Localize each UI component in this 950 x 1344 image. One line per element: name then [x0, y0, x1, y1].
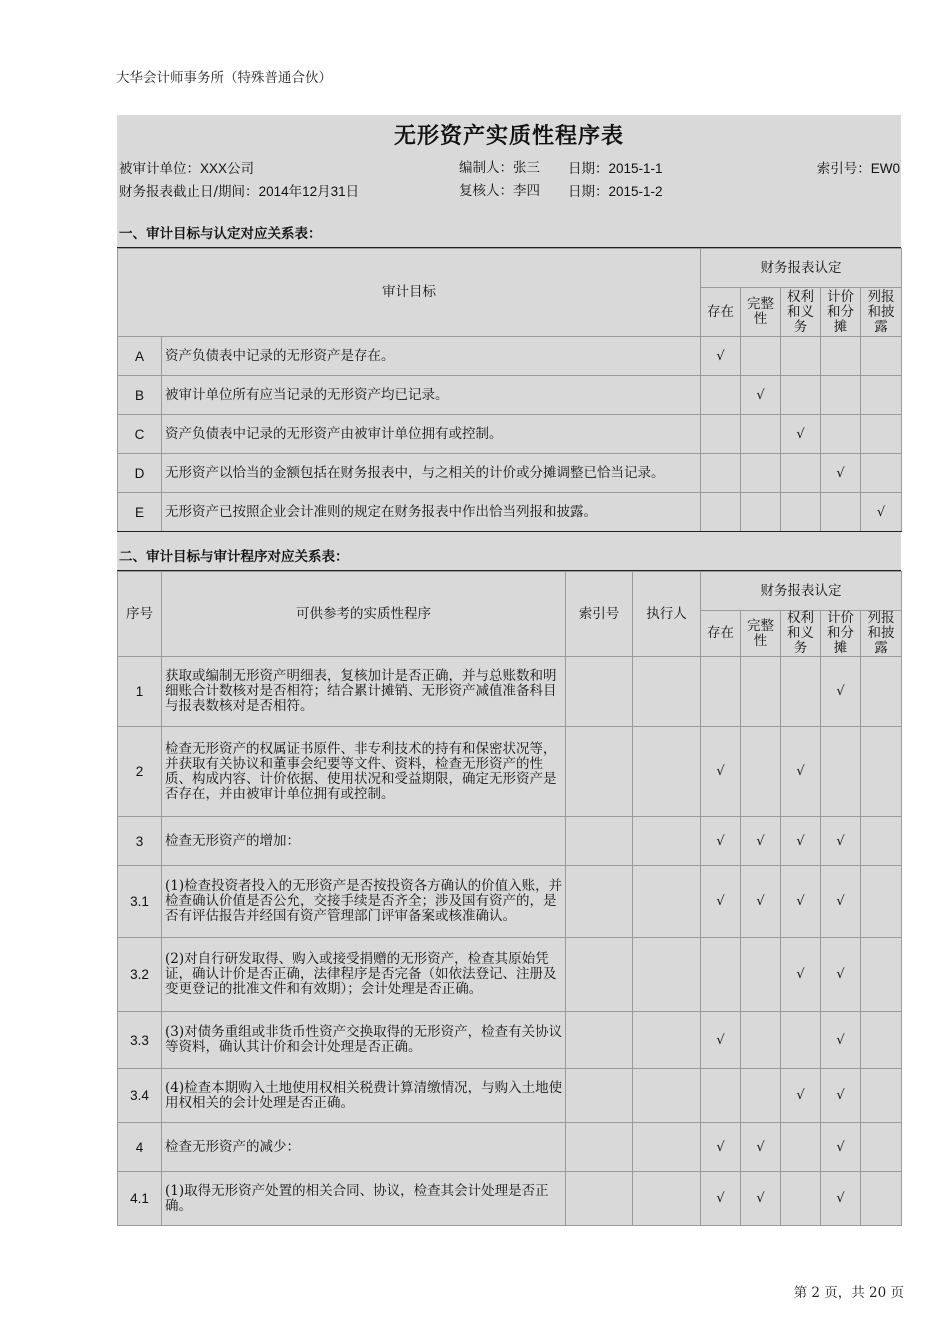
- page-number: 第 2 页，共 20 页: [793, 1285, 904, 1301]
- procedure-no: 3.3: [118, 1012, 162, 1069]
- assertion-presentation: 列报和披露: [861, 288, 902, 337]
- check-cell: [781, 337, 821, 376]
- procedure-index-cell: [566, 657, 633, 727]
- assertion-rights: 权利和义务: [781, 288, 821, 337]
- reviewed-date-value: 2015-1-2: [608, 184, 663, 199]
- auditee-label: 被审计单位：: [119, 161, 200, 177]
- header-assertions-2: 财务报表认定: [701, 572, 902, 611]
- check-cell: [861, 1012, 902, 1069]
- procedure-text: 检查无形资产的权属证书原件、非专利技术的持有和保密状况等，并获取有关协议和董事会纪要等文件、资料，检查无形资产的性质、构成内容、计价依据、使用状况和受益期限，确定无形资产是否存在，并由被审计单位拥有或控制。: [162, 727, 566, 817]
- check-cell: [861, 866, 902, 938]
- check-cell: [701, 493, 741, 532]
- assertion-existence-2: 存在: [701, 611, 741, 657]
- procedure-row: [118, 866, 902, 938]
- procedure-no: 1: [118, 657, 162, 727]
- check-cell: [861, 1172, 902, 1226]
- procedure-index-cell: [566, 938, 633, 1012]
- check-cell: √: [781, 1069, 821, 1123]
- check-cell: [741, 337, 781, 376]
- check-cell: [861, 657, 902, 727]
- procedure-executor-cell: [633, 817, 701, 866]
- assertion-rights-2: 权利和义务: [781, 611, 821, 657]
- procedure-no: 2: [118, 727, 162, 817]
- procedure-executor-cell: [633, 1123, 701, 1172]
- check-cell: [821, 376, 861, 415]
- check-cell: [861, 1069, 902, 1123]
- check-cell: [741, 727, 781, 817]
- procedures-body: [118, 657, 902, 1226]
- procedure-no: 3.1: [118, 866, 162, 938]
- period-label: 财务报表截止日/期间：: [119, 184, 259, 200]
- procedure-executor-cell: [633, 866, 701, 938]
- procedure-row: [118, 727, 902, 817]
- check-cell: [701, 415, 741, 454]
- prepared-by-label: 编制人：: [459, 160, 513, 176]
- objective-row: [118, 337, 902, 376]
- assertion-existence: 存在: [701, 288, 741, 337]
- check-cell: √: [781, 866, 821, 938]
- check-cell: √: [781, 727, 821, 817]
- check-cell: √: [821, 817, 861, 866]
- check-cell: √: [701, 817, 741, 866]
- check-cell: [861, 817, 902, 866]
- check-cell: [741, 415, 781, 454]
- procedure-no: 4: [118, 1123, 162, 1172]
- check-cell: √: [821, 1069, 861, 1123]
- procedure-index-cell: [566, 1172, 633, 1226]
- procedure-index-cell: [566, 727, 633, 817]
- check-cell: [781, 1172, 821, 1226]
- period-value: 2014年12月31日: [258, 184, 360, 199]
- check-cell: √: [701, 727, 741, 817]
- check-cell: √: [821, 866, 861, 938]
- check-cell: [861, 337, 902, 376]
- check-cell: [741, 493, 781, 532]
- reviewed-by-value: 李四: [513, 183, 540, 199]
- check-cell: √: [821, 454, 861, 493]
- check-cell: [821, 727, 861, 817]
- prepared-date-label: 日期：: [568, 161, 609, 177]
- index-number: [817, 157, 900, 181]
- procedure-row: [118, 1069, 902, 1123]
- period: [119, 180, 359, 204]
- check-cell: √: [741, 866, 781, 938]
- index-label: 索引号：: [816, 161, 871, 177]
- procedure-index-cell: [566, 1012, 633, 1069]
- objective-row: [118, 454, 902, 493]
- procedure-row: [118, 1123, 902, 1172]
- prepared-date: [568, 157, 663, 181]
- objective-code: B: [118, 376, 162, 415]
- auditee-value: XXX公司: [200, 161, 255, 176]
- procedure-text: (1)取得无形资产处置的相关合同、协议，检查其会计处理是否正确。: [162, 1172, 566, 1226]
- check-cell: [861, 376, 902, 415]
- check-cell: [861, 454, 902, 493]
- check-cell: [821, 415, 861, 454]
- objective-row: [118, 376, 902, 415]
- check-cell: √: [781, 817, 821, 866]
- procedure-row: [118, 817, 902, 866]
- check-cell: √: [701, 866, 741, 938]
- procedure-text: (2)对自行研发取得、购入或接受捐赠的无形资产，检查其原始凭证，确认计价是否正确，法律程序是否完备（如依法登记、注册及变更登记的批准文件和有效期）；会计处理是否正确。: [162, 938, 566, 1012]
- procedure-no: 3.2: [118, 938, 162, 1012]
- check-cell: [861, 415, 902, 454]
- info-row-1: [117, 157, 901, 180]
- check-cell: [701, 376, 741, 415]
- reviewed-date-label: 日期：: [568, 184, 609, 200]
- procedure-text: 检查无形资产的增加：: [162, 817, 566, 866]
- procedure-text: (4)检查本期购入土地使用权相关税费计算清缴情况，与购入土地使用权相关的会计处理是否正确。: [162, 1069, 566, 1123]
- assertion-completeness-2: 完整性: [741, 611, 781, 657]
- check-cell: [821, 493, 861, 532]
- auditee: [119, 157, 254, 181]
- objectives-body: [118, 337, 902, 532]
- procedure-executor-cell: [633, 1069, 701, 1123]
- procedure-index-cell: [566, 1123, 633, 1172]
- check-cell: [701, 454, 741, 493]
- procedure-executor-cell: [633, 657, 701, 727]
- procedures-table: [117, 571, 902, 1226]
- check-cell: [781, 1123, 821, 1172]
- check-cell: [821, 337, 861, 376]
- check-cell: [861, 727, 902, 817]
- info-row-2: [117, 180, 901, 203]
- procedure-text: 检查无形资产的减少：: [162, 1123, 566, 1172]
- check-cell: √: [821, 657, 861, 727]
- header-executor: 执行人: [633, 572, 701, 657]
- check-cell: [741, 657, 781, 727]
- assertion-completeness: 完整性: [741, 288, 781, 337]
- procedure-executor-cell: [633, 1172, 701, 1226]
- procedure-index-cell: [566, 1069, 633, 1123]
- check-cell: [781, 493, 821, 532]
- check-cell: √: [741, 1172, 781, 1226]
- procedure-text: 获取或编制无形资产明细表，复核加计是否正确，并与总账数和明细账合计数核对是否相符；结合累计摊销、无形资产减值准备科目与报表数核对是否相符。: [162, 657, 566, 727]
- reviewed-date: [568, 180, 663, 204]
- procedure-executor-cell: [633, 938, 701, 1012]
- header-procedure: 可供参考的实质性程序: [162, 572, 566, 657]
- objective-text: 无形资产已按照企业会计准则的规定在财务报表中作出恰当列报和披露。: [162, 493, 701, 532]
- check-cell: [861, 1123, 902, 1172]
- procedure-no: 4.1: [118, 1172, 162, 1226]
- check-cell: √: [821, 1123, 861, 1172]
- objective-text: 无形资产以恰当的金额包括在财务报表中，与之相关的计价或分摊调整已恰当记录。: [162, 454, 701, 493]
- prepared-date-value: 2015-1-1: [608, 161, 663, 176]
- procedure-executor-cell: [633, 727, 701, 817]
- check-cell: [701, 657, 741, 727]
- objective-text: 资产负债表中记录的无形资产是存在。: [162, 337, 701, 376]
- check-cell: [741, 1012, 781, 1069]
- objective-text: 资产负债表中记录的无形资产由被审计单位拥有或控制。: [162, 415, 701, 454]
- check-cell: √: [781, 415, 821, 454]
- objective-code: E: [118, 493, 162, 532]
- check-cell: √: [821, 938, 861, 1012]
- procedure-row: [118, 1012, 902, 1069]
- objective-row: [118, 415, 902, 454]
- objective-code: C: [118, 415, 162, 454]
- header-index: 索引号: [566, 572, 633, 657]
- objectives-assertions-table: [117, 248, 902, 532]
- assertion-valuation-2: 计价和分摊: [821, 611, 861, 657]
- check-cell: √: [701, 337, 741, 376]
- check-cell: [741, 1069, 781, 1123]
- check-cell: √: [741, 376, 781, 415]
- reviewed-by: [459, 180, 540, 203]
- section2-title: 二、审计目标与审计程序对应关系表：: [117, 544, 901, 571]
- procedure-no: 3.4: [118, 1069, 162, 1123]
- check-cell: √: [781, 938, 821, 1012]
- assertion-valuation: 计价和分摊: [821, 288, 861, 337]
- procedure-no: 3: [118, 817, 162, 866]
- header-assertions: 财务报表认定: [701, 249, 902, 288]
- check-cell: √: [821, 1172, 861, 1226]
- check-cell: [741, 938, 781, 1012]
- procedure-row: [118, 657, 902, 727]
- procedure-index-cell: [566, 866, 633, 938]
- procedure-row: [118, 938, 902, 1012]
- check-cell: [781, 1012, 821, 1069]
- check-cell: √: [701, 1123, 741, 1172]
- check-cell: √: [701, 1012, 741, 1069]
- check-cell: [781, 376, 821, 415]
- index-value: EW0: [870, 161, 900, 176]
- prepared-by: [459, 157, 540, 180]
- check-cell: √: [741, 817, 781, 866]
- procedure-row: [118, 1172, 902, 1226]
- check-cell: [781, 454, 821, 493]
- procedure-executor-cell: [633, 1012, 701, 1069]
- assertion-presentation-2: 列报和披露: [861, 611, 902, 657]
- prepared-by-value: 张三: [513, 160, 540, 176]
- check-cell: [701, 1069, 741, 1123]
- objective-row: [118, 493, 902, 532]
- objective-text: 被审计单位所有应当记录的无形资产均已记录。: [162, 376, 701, 415]
- procedure-text: (3)对债务重组或非货币性资产交换取得的无形资产，检查有关协议等资料，确认其计价和会计处理是否正确。: [162, 1012, 566, 1069]
- check-cell: [741, 454, 781, 493]
- procedure-sheet: [117, 115, 901, 1226]
- check-cell: √: [821, 1012, 861, 1069]
- section1-title: 一、审计目标与认定对应关系表：: [117, 221, 901, 248]
- check-cell: [861, 938, 902, 1012]
- reviewed-by-label: 复核人：: [459, 183, 513, 199]
- sheet-title: 无形资产实质性程序表: [393, 123, 624, 149]
- check-cell: [701, 938, 741, 1012]
- objective-code: D: [118, 454, 162, 493]
- check-cell: √: [741, 1123, 781, 1172]
- objective-code: A: [118, 337, 162, 376]
- header-no: 序号: [118, 572, 162, 657]
- procedure-text: (1)检查投资者投入的无形资产是否按投资各方确认的价值入账，并检查确认价值是否公允，交接手续是否齐全；涉及国有资产的，是否有评估报告并经国有资产管理部门评审备案或核准确认。: [162, 866, 566, 938]
- procedure-index-cell: [566, 817, 633, 866]
- header-audit-objective: 审计目标: [118, 249, 701, 337]
- check-cell: √: [861, 493, 902, 532]
- check-cell: √: [701, 1172, 741, 1226]
- firm-header: 大华会计师事务所（特殊普通合伙）: [116, 70, 332, 86]
- check-cell: [781, 657, 821, 727]
